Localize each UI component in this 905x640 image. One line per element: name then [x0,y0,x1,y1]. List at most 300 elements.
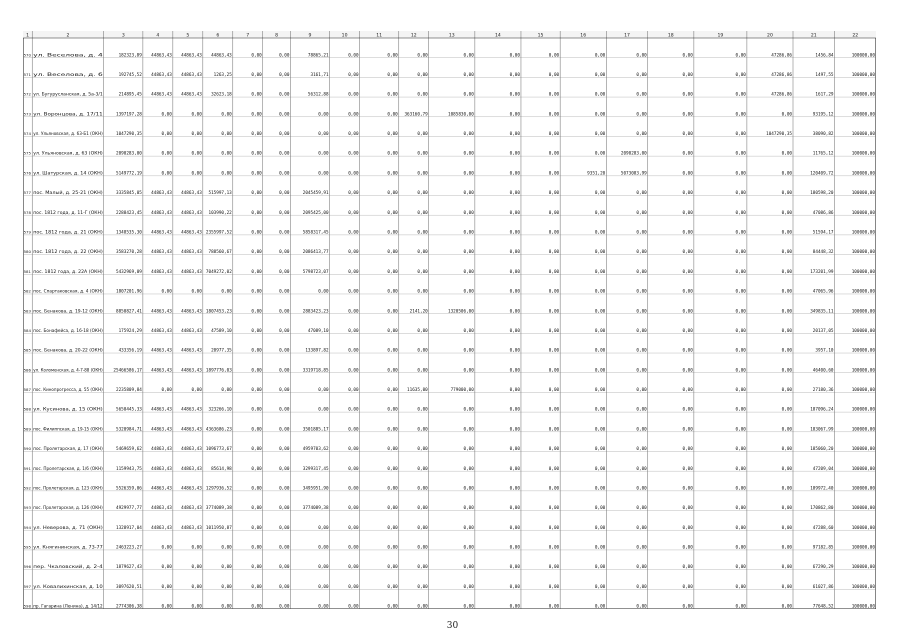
cell-value: 5320984,71 [116,427,142,433]
row-address: пер. Чкаловский, д. 2-4 [33,565,87,571]
cell-value: 2355997,52 [205,230,232,236]
cell-value: 5432969,09 [116,269,142,275]
cell-value: 0,00 [781,151,793,157]
cell-value: 0,00 [348,486,359,492]
cell-value: 0,00 [735,250,746,256]
cell-value: 0,00 [509,525,520,531]
cell-value: 0,00 [463,289,474,295]
cell-value: 1807453,23 [205,309,232,315]
row-number: 577 [23,190,31,196]
cell-value: 0,00 [781,565,793,571]
cell-value: 0,00 [509,348,520,354]
cell-value: 0,00 [548,92,560,98]
cell-value: 0,00 [781,584,793,590]
cell-value: 0,00 [279,230,290,236]
cell-value: 0,00 [251,525,262,531]
row-address: ул. Княгининская, д. 73-77 [33,545,95,551]
cell-value: 0,00 [735,447,746,453]
row-address: пр. Гагарина (Ленина), д. 14/12 [33,604,106,609]
cell-value: 44863,43 [151,328,172,334]
cell-value: 1397197,28 [116,112,142,118]
cell-value: 1263,25 [213,72,232,78]
row-address: ул. Неверова, д. 71 (ОКН) [33,525,92,531]
cell-value: 0,00 [682,328,693,334]
cell-value: 44863,43 [181,210,202,216]
cell-value: 0,00 [417,72,428,78]
cell-value: 46400,60 [812,368,834,374]
cell-value: 0,00 [463,525,474,531]
cell-value: 0,00 [348,525,359,531]
cell-value: 0,00 [594,565,606,571]
cell-value: 44863,43 [181,506,202,512]
cell-value: 0,00 [548,545,560,551]
cell-value: 100000,00 [851,328,875,334]
cell-value: 44863,43 [151,269,172,275]
cell-value: 0,00 [348,191,359,197]
cell-value: 100000,00 [851,427,875,433]
cell-value: 0,00 [348,132,359,138]
cell-value: 0,00 [221,584,232,590]
cell-value: 779000,00 [450,388,474,394]
cell-value: 0,00 [594,328,606,334]
cell-value: 1897776,03 [205,368,232,374]
cell-value: 0,00 [509,388,520,394]
cell-value: 0,00 [279,466,290,472]
column-number: 7 [246,33,250,39]
cell-value: 0,00 [594,151,606,157]
cell-value: 0,00 [221,545,232,551]
cell-value: 0,00 [781,506,793,512]
cell-value: 0,00 [221,132,232,138]
cell-value: 0,00 [279,368,290,374]
cell-value: 100000,00 [851,466,875,472]
cell-value: 44863,43 [151,447,172,453]
cell-value: 2090283,00 [620,151,647,157]
cell-value: 0,00 [417,191,428,197]
cell-value: 0,00 [548,388,560,394]
cell-value: 0,00 [594,132,606,138]
cell-value: 44863,43 [181,368,202,374]
cell-value: 0,00 [548,210,560,216]
cell-value: 0,00 [735,328,746,334]
column-number: 11 [376,33,383,39]
cell-value: 175924,29 [118,328,142,334]
cell-value: 44863,43 [181,525,202,531]
cell-value: 1617,29 [815,92,834,98]
cell-value: 0,00 [548,309,560,315]
cell-value: 0,00 [781,427,793,433]
cell-value: 0,00 [548,191,560,197]
cell-value: 0,00 [161,289,172,295]
cell-value: 0,00 [594,368,606,374]
cell-value: 47288,60 [812,525,834,531]
cell-value: 0,00 [161,604,172,609]
cell-value: 0,00 [417,368,428,374]
cell-value: 0,00 [251,250,262,256]
cell-value: 0,00 [548,112,560,118]
cell-value: 0,00 [636,486,647,492]
cell-value: 0,00 [548,171,560,177]
cell-value: 0,00 [387,368,398,374]
row-number: 572 [23,91,31,97]
cell-value: 0,00 [348,92,359,98]
cell-value: 0,00 [594,230,606,236]
column-number: 22 [852,33,859,39]
cell-value: 0,00 [509,427,520,433]
cell-value: 0,00 [251,447,262,453]
cell-value: 0,00 [387,486,398,492]
cell-value: 47065,96 [812,289,834,295]
cell-value: 47089,10 [307,328,329,334]
cell-value: 0,00 [348,72,359,78]
cell-value: 0,00 [417,210,428,216]
row-number: 592 [23,485,31,491]
cell-value: 0,00 [682,191,693,197]
cell-value: 0,00 [636,368,647,374]
cell-value: 0,00 [279,506,290,512]
cell-value: 4363686,23 [205,427,232,433]
cell-value: 0,00 [251,368,262,374]
cell-value: 0,00 [594,53,606,59]
cell-value: 0,00 [735,348,746,354]
cell-value: 0,00 [636,230,647,236]
row-address: ул. Бугурусланская, д. 5а-3/1 [33,92,100,98]
cell-value: 2095425,00 [302,210,329,216]
cell-value: 3501885,17 [302,427,329,433]
cell-value: 0,00 [509,368,520,374]
column-number: 3 [121,33,125,39]
cell-value: 11765,12 [812,151,834,157]
cell-value: 0,00 [251,486,262,492]
cell-value: 0,00 [463,151,474,157]
column-number: 13 [448,33,455,39]
cell-value: 0,00 [387,112,398,118]
cell-value: 0,00 [318,289,329,295]
cell-value: 0,00 [636,132,647,138]
cell-value: 97182,85 [812,545,834,551]
cell-value: 47286,86 [771,53,793,59]
row-address: ул. Шатурская, д. 14 (ОКН) [33,171,95,177]
row-address: ул. Ульяновская, д. 63 (ОКН) [33,151,99,157]
cell-value: 3774089,38 [302,506,329,512]
row-address: пос. 1812 года, д. 21 (ОКН) [33,230,95,236]
row-number: 583 [23,308,31,314]
cell-value: 0,00 [682,447,693,453]
row-address: пос. Пролетарская, д. 123 (ОКН) [33,486,107,492]
cell-value: 0,00 [221,289,232,295]
cell-value: 0,00 [682,584,693,590]
column-number: 4 [156,33,160,39]
cell-value: 44863,43 [151,309,172,315]
cell-value: 2235809,84 [116,388,142,394]
column-number: 9 [308,33,312,39]
cell-value: 100000,00 [851,309,875,315]
cell-value: 0,00 [735,388,746,394]
cell-value: 0,00 [682,604,693,609]
row-number: 580 [23,249,31,255]
cell-value: 349835,11 [810,309,834,315]
cell-value: 0,00 [417,584,428,590]
cell-value: 0,00 [636,604,647,609]
cell-value: 0,00 [735,132,746,138]
row-number: 571 [23,71,31,77]
cell-value: 0,00 [161,388,172,394]
cell-value: 0,00 [735,112,746,118]
row-address: ул. Кусинова, д. 15 (ОКН) [33,407,91,413]
cell-value: 0,00 [781,368,793,374]
cell-value: 100000,00 [851,368,875,374]
cell-value: 0,00 [636,210,647,216]
cell-value: 3957,10 [815,348,834,354]
cell-value: 2288423,45 [116,210,142,216]
cell-value: 100000,00 [851,92,875,98]
cell-value: 0,00 [509,407,520,413]
cell-value: 0,00 [636,72,647,78]
cell-value: 0,00 [417,151,428,157]
cell-value: 0,00 [735,191,746,197]
cell-value: 0,00 [781,328,793,334]
cell-value: 1297936,52 [205,486,232,492]
cell-value: 0,00 [636,427,647,433]
cell-value: 2086413,77 [302,250,329,256]
cell-value: 0,00 [318,584,329,590]
cell-value: 100000,00 [851,269,875,275]
column-number: 14 [494,33,501,39]
cell-value: 0,00 [781,230,793,236]
cell-value: 0,00 [387,348,398,354]
column-number: 5 [186,33,190,39]
cell-value: 0,00 [463,466,474,472]
column-number: 6 [216,33,220,39]
cell-value: 5469659,62 [116,447,142,453]
cell-value: 0,00 [463,368,474,374]
cell-value: 0,00 [594,269,606,275]
cell-value: 44863,43 [181,72,202,78]
cell-value: 84448,32 [812,250,834,256]
row-number: 598 [23,603,31,609]
cell-value: 0,00 [191,289,202,295]
cell-value: 0,00 [348,545,359,551]
cell-value: 5149772,19 [116,171,142,177]
cell-value: 0,00 [509,72,520,78]
cell-value: 0,00 [594,604,606,609]
row-address: пос. Спартаковская, д. 4 (ОКН) [33,289,104,295]
cell-value: 0,00 [594,407,606,413]
cell-value: 44863,43 [181,466,202,472]
cell-value: 0,00 [735,53,746,59]
cell-value: 0,00 [251,269,262,275]
cell-value: 0,00 [417,545,428,551]
row-number: 574 [23,131,31,137]
cell-value: 0,00 [161,151,172,157]
cell-value: 0,00 [251,506,262,512]
cell-value: 0,00 [251,53,262,59]
row-address: пос. 1812 года, д. 11-Г (ОКН) [33,210,100,216]
cell-value: 0,00 [636,309,647,315]
cell-value: 0,00 [594,309,606,315]
cell-value: 2090283,00 [116,151,142,157]
cell-value: 0,00 [348,171,359,177]
cell-value: 0,00 [781,525,793,531]
cell-value: 0,00 [781,171,793,177]
cell-value: 0,00 [251,466,262,472]
cell-value: 1456,84 [815,53,834,59]
column-number: 21 [810,33,817,39]
cell-value: 0,00 [191,388,202,394]
cell-value: 0,00 [735,171,746,177]
cell-value: 44863,43 [151,72,172,78]
cell-value: 0,00 [636,289,647,295]
row-number: 593 [23,505,31,511]
cell-value: 0,00 [387,151,398,157]
cell-value: 0,00 [279,250,290,256]
cell-value: 214895,45 [118,92,142,98]
cell-value: 0,00 [735,525,746,531]
cell-value: 0,00 [417,466,428,472]
row-number: 575 [23,150,31,156]
cell-value: 0,00 [221,604,232,609]
cell-value: 0,00 [348,250,359,256]
cell-value: 0,00 [548,53,560,59]
cell-value: 0,00 [781,545,793,551]
row-number: 585 [23,347,31,353]
cell-value: 32623,18 [211,92,232,98]
cell-value: 47086,86 [812,210,834,216]
cell-value: 0,00 [417,132,428,138]
cell-value: 0,00 [682,269,693,275]
cell-value: 100000,00 [851,191,875,197]
row-number: 597 [23,583,31,589]
cell-value: 0,00 [191,151,202,157]
cell-value: 44863,43 [181,230,202,236]
cell-value: 0,00 [735,466,746,472]
cell-value: 0,00 [251,112,262,118]
cell-value: 0,00 [318,388,329,394]
cell-value: 100000,00 [851,565,875,571]
cell-value: 180598,20 [810,191,834,197]
cell-value: 0,00 [548,506,560,512]
cell-value: 170862,80 [810,506,834,512]
cell-value: 0,00 [463,584,474,590]
cell-value: 0,00 [509,250,520,256]
cell-value: 0,00 [463,506,474,512]
cell-value: 0,00 [682,53,693,59]
cell-value: 0,00 [279,269,290,275]
cell-value: 0,00 [682,486,693,492]
cell-value: 0,00 [348,328,359,334]
cell-value: 0,00 [682,427,693,433]
cell-value: 44863,43 [181,53,202,59]
cell-value: 0,00 [348,565,359,571]
cell-value: 0,00 [509,210,520,216]
cell-value: 2141,20 [409,309,428,315]
cell-value: 4959703,62 [302,447,329,453]
cell-value: 0,00 [191,112,202,118]
cell-value: 0,00 [191,565,202,571]
cell-value: 0,00 [509,506,520,512]
cell-value: 0,00 [781,604,793,609]
cell-value: 0,00 [781,269,793,275]
cell-value: 187096,24 [810,407,834,413]
cell-value: 0,00 [636,388,647,394]
cell-value: 0,00 [781,112,793,118]
cell-value: 0,00 [387,584,398,590]
cell-value: 0,00 [387,210,398,216]
row-number: 576 [23,170,31,176]
cell-value: 0,00 [682,506,693,512]
row-number: 581 [23,268,31,274]
cell-value: 0,00 [781,348,793,354]
cell-value: 0,00 [251,407,262,413]
cell-value: 44863,43 [211,53,232,59]
cell-value: 0,00 [735,269,746,275]
cell-value: 0,00 [548,368,560,374]
cell-value: 0,00 [417,250,428,256]
cell-value: 0,00 [221,388,232,394]
cell-value: 0,00 [682,250,693,256]
row-number: 582 [23,288,31,294]
cell-value: 47286,86 [771,72,793,78]
cell-value: 0,00 [509,604,520,609]
cell-value: 0,00 [636,191,647,197]
row-number: 590 [23,446,31,452]
cell-value: 0,00 [781,289,793,295]
cell-value: 7049272,02 [205,269,232,275]
cell-value: 0,00 [318,151,329,157]
cell-value: 0,00 [781,486,793,492]
cell-value: 8850827,41 [116,309,142,315]
cell-value: 103990,22 [208,210,232,216]
cell-value: 0,00 [509,92,520,98]
cell-value: 0,00 [279,407,290,413]
cell-value: 0,00 [463,447,474,453]
cell-value: 363160,79 [404,112,428,118]
cell-value: 0,00 [417,407,428,413]
cell-value: 1328917,04 [116,525,142,531]
cell-value: 133897,82 [305,348,329,354]
cell-value: 0,00 [735,427,746,433]
cell-value: 44863,43 [151,348,172,354]
cell-value: 1497,55 [815,72,834,78]
row-number: 587 [23,387,31,393]
cell-value: 0,00 [548,132,560,138]
cell-value: 0,00 [682,151,693,157]
cell-value: 0,00 [387,132,398,138]
cell-value: 0,00 [735,151,746,157]
cell-value: 0,00 [387,388,398,394]
column-number: 15 [537,33,544,39]
cell-value: 0,00 [387,309,398,315]
row-address: пос. 1812 года, д. 22А (ОКН) [33,269,98,275]
cell-value: 0,00 [348,368,359,374]
cell-value: 0,00 [682,289,693,295]
row-number: 596 [23,564,31,570]
cell-value: 0,00 [594,210,606,216]
cell-value: 0,00 [463,72,474,78]
cell-value: 0,00 [781,407,793,413]
cell-value: 44863,43 [151,53,172,59]
cell-value: 2774306,38 [116,604,142,609]
cell-value: 0,00 [251,328,262,334]
cell-value: 100000,00 [851,604,875,609]
column-number: 12 [410,33,417,39]
cell-value: 0,00 [387,289,398,295]
cell-value: 0,00 [594,584,606,590]
cell-value: 0,00 [735,604,746,609]
cell-value: 0,00 [509,171,520,177]
cell-value: 0,00 [548,525,560,531]
cell-value: 0,00 [594,250,606,256]
